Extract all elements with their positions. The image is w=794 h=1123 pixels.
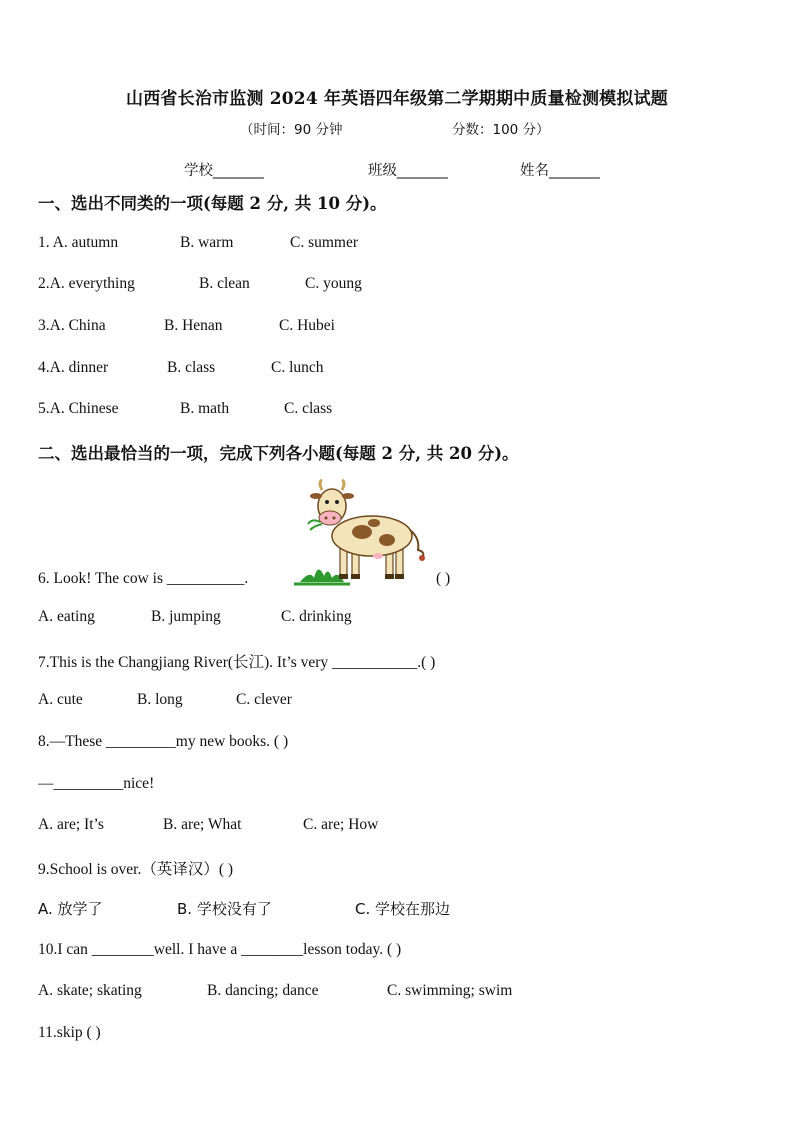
school-field: 学校_______: [184, 163, 264, 179]
q9-option-a: A. 放学了: [38, 900, 103, 918]
q10-option-c: C. swimming; swim: [387, 982, 513, 999]
q7-option-a: A. cute: [38, 691, 83, 708]
q2-option-c: C. young: [305, 275, 362, 292]
q3-option-c: C. Hubei: [279, 317, 335, 334]
q7-stem: 7.This is the Changjiang River(长江). It’s very ___________.( ): [38, 654, 436, 671]
q2-option-b: B. clean: [199, 275, 250, 292]
q3-option-a: 3.A. China: [38, 317, 106, 334]
q4-option-a: 4.A. dinner: [38, 359, 109, 376]
q8-option-c: C. are; How: [303, 816, 379, 833]
q6-option-b: B. jumping: [151, 608, 221, 625]
q8-option-b: B. are; What: [163, 816, 242, 833]
q5-option-b: B. math: [180, 400, 230, 417]
q6-stem: 6. Look! The cow is __________.: [38, 570, 249, 587]
section-2-heading: 二、选出最恰当的一项，完成下列各小题(每题 2 分, 共 20 分)。: [38, 444, 519, 463]
q6-option-a: A. eating: [38, 608, 95, 625]
q7-option-c: C. clever: [236, 691, 292, 708]
q8-stem: 8.—These _________my new books. ( ): [38, 733, 289, 750]
q9-option-c: C. 学校在那边: [355, 900, 451, 918]
page-title: 山西省长治市监测 2024 年英语四年级第二学期期中质量检测模拟试题: [126, 89, 668, 109]
q4-option-b: B. class: [167, 359, 216, 376]
q8-stem-reply: —_________nice!: [38, 775, 155, 792]
q1-option-b: B. warm: [180, 234, 234, 251]
q3-option-b: B. Henan: [164, 317, 223, 334]
q6-answer-paren: ( ): [436, 570, 451, 587]
section-1-heading: 一、选出不同类的一项(每题 2 分, 共 10 分)。: [38, 194, 387, 213]
q9-stem: 9.School is over.（英译汉）( ): [38, 861, 234, 878]
q5-option-a: 5.A. Chinese: [38, 400, 119, 417]
q10-option-a: A. skate; skating: [38, 982, 142, 999]
class-field: 班级_______: [368, 163, 448, 179]
q7-option-b: B. long: [137, 691, 183, 708]
q1-option-a: 1. A. autumn: [38, 234, 119, 251]
exam-score: 分数：100 分）: [452, 122, 550, 138]
q10-stem: 10.I can ________well. I have a ________lesson today. ( ): [38, 941, 402, 958]
q6-option-c: C. drinking: [281, 608, 352, 625]
q9-option-b: B. 学校没有了: [177, 900, 272, 918]
name-field: 姓名_______: [520, 163, 600, 179]
cow-illustration: [292, 478, 442, 588]
q10-option-b: B. dancing; dance: [207, 982, 319, 999]
exam-time: （时间：90 分钟: [240, 122, 343, 138]
q2-option-a: 2.A. everything: [38, 275, 135, 292]
q4-option-c: C. lunch: [271, 359, 324, 376]
q1-option-c: C. summer: [290, 234, 359, 251]
q5-option-c: C. class: [284, 400, 333, 417]
q11-stem: 11.skip ( ): [38, 1024, 101, 1041]
q8-option-a: A. are; It’s: [38, 816, 104, 833]
